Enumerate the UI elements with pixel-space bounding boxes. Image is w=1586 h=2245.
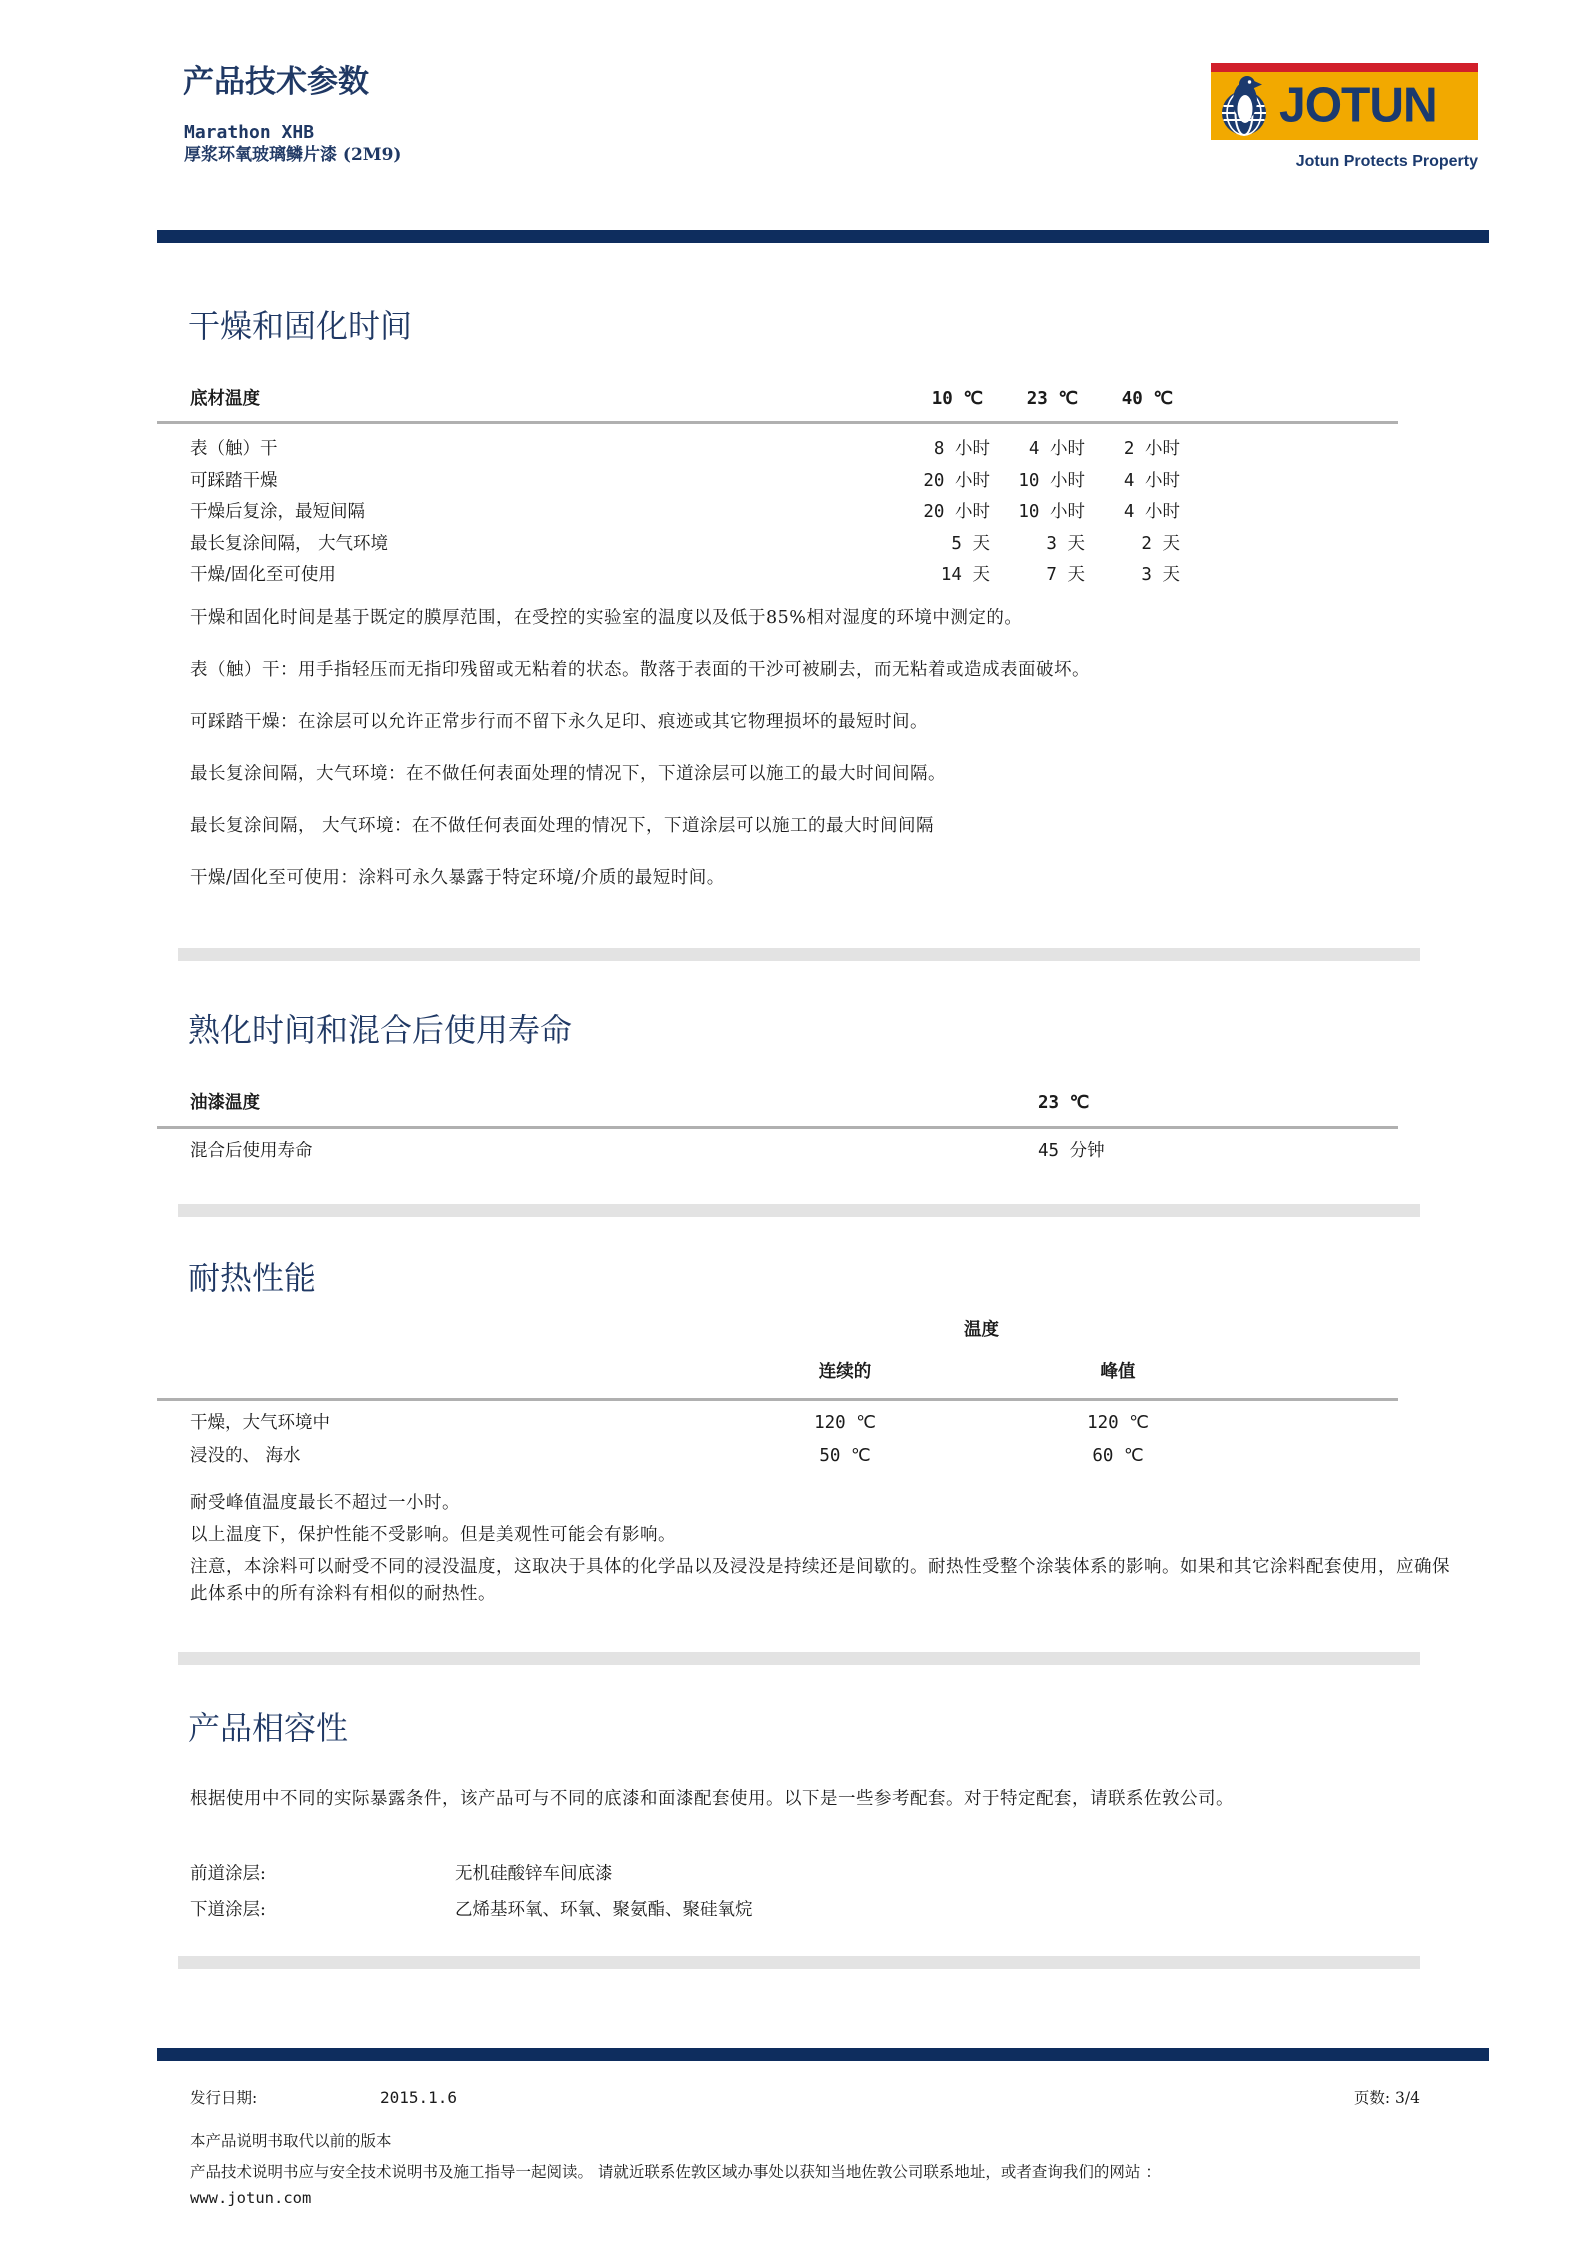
table-cell — [925, 1407, 1038, 1440]
drying-table-header — [157, 384, 1180, 414]
row-value: 50 ℃ — [819, 1446, 871, 1466]
potlife-table-header — [157, 1090, 1398, 1116]
table-row — [157, 1440, 1398, 1473]
row-value: 20 小时 — [923, 470, 990, 491]
table-row — [157, 1090, 1398, 1116]
issue-date-value: 2015.1.6 — [380, 2088, 458, 2107]
row-value: 45 分钟 — [1038, 1141, 1105, 1161]
logo-red-strip — [1211, 63, 1478, 72]
table-header-value: 23 ℃ — [1026, 389, 1078, 409]
section-title-heat: 耐热性能 — [188, 1259, 317, 1297]
drying-table-rule — [157, 421, 1398, 424]
row-value: 3 天 — [1046, 533, 1085, 554]
row-value: 60 ℃ — [1092, 1446, 1144, 1466]
table-header-value: 10 ℃ — [931, 389, 983, 409]
row-label: 前道涂层: — [190, 1864, 266, 1884]
column-header: 峰值 — [1100, 1362, 1136, 1382]
table-header-label: 油漆温度 — [190, 1093, 260, 1113]
row-value: 120 ℃ — [814, 1413, 876, 1433]
footer-note-read-with: 产品技术说明书应与安全技术说明书及施工指导一起阅读。 请就近联系佐敦区域办事处以获知当地佐敦公司联系地址，或者查询我们的网站 ： — [190, 2163, 1161, 2181]
table-row — [157, 434, 1180, 466]
row-label: 干燥后复涂，最短间隔 — [190, 502, 365, 522]
logo-tagline: Jotun Protects Property — [1295, 153, 1478, 170]
table-row — [157, 1407, 1398, 1440]
row-value: 10 小时 — [1018, 470, 1085, 491]
page-title: 产品技术参数 — [183, 64, 369, 100]
table-cell — [157, 1360, 765, 1384]
section-title-compat: 产品相容性 — [188, 1709, 349, 1747]
table-header-value: 40 ℃ — [1121, 389, 1173, 409]
body-paragraph: 干燥和固化时间是基于既定的膜厚范围，在受控的实验室的温度以及低于85%相对湿度的环境中测定的。 — [190, 608, 1023, 628]
heat-column-headers — [157, 1360, 1398, 1384]
table-cell — [925, 1440, 1038, 1473]
row-value: 14 天 — [940, 565, 990, 585]
table-row — [190, 1856, 1170, 1892]
row-value: 4 小时 — [1123, 502, 1180, 522]
heat-table-rule — [157, 1398, 1398, 1401]
row-label: 最长复涂间隔， 大气环境 — [190, 533, 389, 554]
body-paragraph: 最长复涂间隔，大气环境：在不做任何表面处理的情况下，下道涂层可以施工的最大时间间隔。 — [190, 764, 946, 784]
row-value: 2 小时 — [1123, 439, 1180, 459]
product-desc: 厚浆环氧玻璃鳞片漆 (2M9) — [184, 145, 402, 165]
table-row — [157, 497, 1180, 529]
section-title-potlife: 熟化时间和混合后使用寿命 — [188, 1011, 573, 1049]
table-cell — [925, 1360, 1038, 1384]
note-paragraph: 注意，本涂料可以耐受不同的浸没温度，这取决于具体的化学品以及浸没是持续还是间歇的。耐热性受整个涂装体系的影响。如果和其它涂料配套使用，应确保此体系中的所有涂料有相似的耐热性。 — [190, 1557, 1450, 1604]
row-value: 10 小时 — [1018, 502, 1085, 522]
section-divider — [178, 1204, 1420, 1217]
footer-divider-bar — [157, 2048, 1489, 2061]
row-label: 干燥，大气环境中 — [190, 1413, 330, 1433]
row-value: 无机硅酸锌车间底漆 — [455, 1864, 613, 1884]
footer-note-supersedes: 本产品说明书取代以前的版本 — [190, 2132, 392, 2150]
row-label: 可踩踏干燥 — [190, 470, 278, 491]
table-row — [157, 466, 1180, 498]
section-title-drying: 干燥和固化时间 — [188, 307, 413, 345]
table-row — [157, 560, 1180, 592]
heat-table — [157, 1312, 1398, 1473]
section-divider — [178, 948, 1420, 961]
table-row — [157, 1312, 1398, 1342]
compat-intro: 根据使用中不同的实际暴露条件，该产品可与不同的底漆和面漆配套使用。以下是一些参考配套。对于特定配套，请联系佐敦公司。 — [190, 1789, 1234, 1809]
potlife-table-rule — [157, 1126, 1398, 1129]
body-paragraph: 可踩踏干燥：在涂层可以允许正常步行而不留下永久足印、痕迹或其它物理损坏的最短时间。 — [190, 712, 928, 732]
note-paragraph: 以上温度下，保护性能不受影响。但是美观性可能会有影响。 — [190, 1525, 676, 1545]
table-row — [190, 1892, 1170, 1928]
issue-date-label: 发行日期: — [190, 2089, 258, 2107]
potlife-table-rows — [157, 1136, 1398, 1166]
table-row — [157, 384, 1180, 414]
header-divider-bar — [157, 230, 1489, 243]
row-value: 2 天 — [1141, 533, 1180, 554]
logo-yellow-box — [1211, 72, 1478, 140]
row-value: 5 天 — [951, 533, 990, 554]
drying-paragraphs — [190, 610, 1456, 922]
row-value: 8 小时 — [933, 439, 990, 459]
compat-rows — [190, 1856, 1170, 1928]
row-label: 下道涂层: — [190, 1900, 266, 1920]
page-number: 页数: 3/4 — [1353, 2089, 1420, 2107]
row-label: 表（触）干 — [190, 439, 278, 459]
heat-table-rows — [157, 1407, 1398, 1473]
drying-table-rows — [157, 434, 1180, 592]
body-paragraph: 最长复涂间隔， 大气环境：在不做任何表面处理的情况下，下道涂层可以施工的最大时间间隔 — [190, 816, 935, 836]
table-row — [157, 529, 1180, 561]
note-paragraph: 耐受峰值温度最长不超过一小时。 — [190, 1493, 460, 1513]
heat-group-header: 温度 — [964, 1320, 999, 1340]
table-row — [157, 1136, 1398, 1166]
row-value: 120 ℃ — [1087, 1413, 1149, 1433]
row-label: 浸没的、 海水 — [190, 1446, 301, 1466]
row-value: 乙烯基环氧、环氧、聚氨酯、聚硅氧烷 — [455, 1900, 753, 1920]
row-value: 4 小时 — [1028, 439, 1085, 459]
section-divider — [178, 1652, 1420, 1665]
logo-wordmark: JOTUN — [1279, 78, 1437, 133]
column-header: 连续的 — [818, 1362, 872, 1382]
row-value: 20 小时 — [923, 502, 990, 522]
row-value: 4 小时 — [1123, 470, 1180, 491]
row-value: 7 天 — [1046, 565, 1085, 585]
body-paragraph: 表（触）干：用手指轻压而无指印残留或无粘着的状态。散落于表面的干沙可被刷去，而无粘着或造成表面破坏。 — [190, 660, 1090, 680]
spacer — [157, 1318, 765, 1342]
row-label: 干燥/固化至可使用 — [190, 565, 336, 585]
row-label: 混合后使用寿命 — [190, 1141, 313, 1161]
heat-notes — [190, 1490, 1456, 1613]
product-name: Marathon XHB — [184, 122, 315, 143]
section-divider — [178, 1956, 1420, 1969]
footer-website: www.jotun.com — [190, 2189, 312, 2207]
jotun-penguin-globe-icon — [1220, 75, 1274, 137]
body-paragraph: 干燥/固化至可使用：涂料可永久暴露于特定环境/介质的最短时间。 — [190, 868, 725, 888]
table-header-value: 23 ℃ — [1038, 1093, 1090, 1113]
row-value: 3 天 — [1141, 565, 1180, 585]
jotun-logo — [1211, 63, 1478, 171]
table-header-label: 底材温度 — [190, 389, 260, 409]
